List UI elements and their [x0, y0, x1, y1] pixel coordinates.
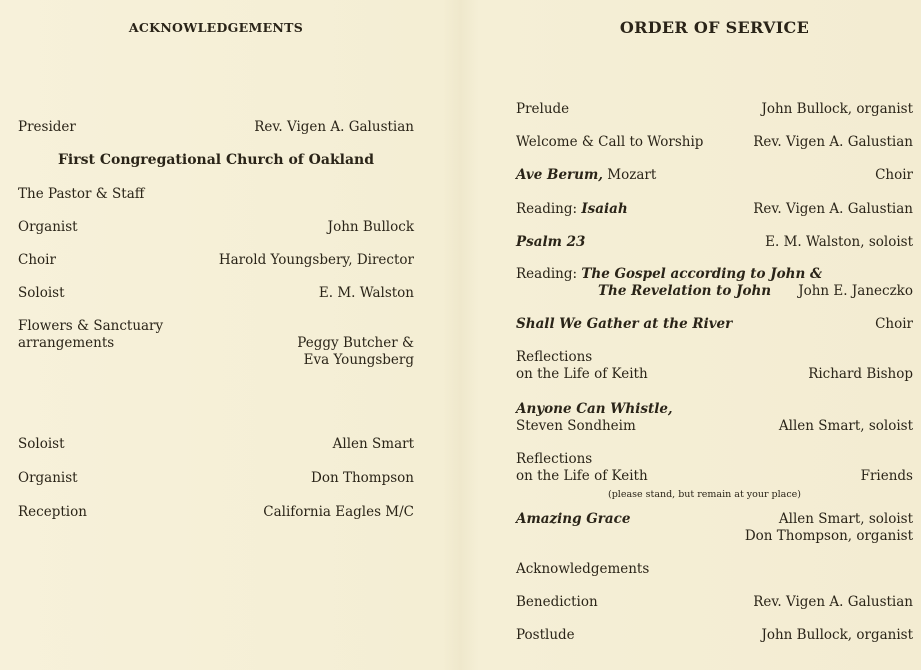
ack-name: California Eagles M/C — [263, 504, 414, 520]
service-item: Reflections — [516, 451, 593, 467]
service-person: John Bullock, organist — [761, 101, 913, 117]
ack-name: Rev. Vigen A. Galustian — [254, 119, 414, 135]
ack-role: The Pastor & Staff — [18, 186, 145, 202]
service-title: Isaiah — [581, 201, 628, 217]
service-person: Rev. Vigen A. Galustian — [753, 201, 913, 217]
service-title: Psalm 23 — [516, 234, 586, 250]
ack-name: Don Thompson — [311, 470, 414, 486]
service-composer: Steven Sondheim — [516, 418, 636, 434]
service-title: The Revelation to John — [598, 283, 772, 299]
service-person: Rev. Vigen A. Galustian — [753, 134, 913, 150]
ack-name: E. M. Walston — [318, 285, 414, 301]
order-of-service-heading: ORDER OF SERVICE — [619, 18, 810, 37]
service-item: on the Life of Keith — [516, 366, 648, 382]
ack-name: Allen Smart — [332, 436, 414, 452]
ack-role: Organist — [18, 219, 78, 235]
ack-name: Eva Youngsberg — [303, 352, 414, 368]
ack-role: Flowers & Sanctuary — [18, 318, 164, 334]
service-item: on the Life of Keith — [516, 468, 648, 484]
service-person: John Bullock, organist — [761, 627, 913, 643]
service-item: Benediction — [516, 594, 598, 610]
ack-name: Harold Youngsbery, Director — [218, 252, 414, 268]
ack-role: Soloist — [18, 436, 65, 452]
church-name: First Congregational Church of Oakland — [57, 152, 375, 168]
service-person: Choir — [875, 316, 913, 332]
service-person: Choir — [875, 167, 913, 183]
service-title: Anyone Can Whistle, — [516, 401, 673, 417]
ack-role: Reception — [18, 504, 87, 520]
service-person: Allen Smart, soloist — [778, 511, 913, 527]
service-item: Reflections — [516, 349, 593, 365]
service-item: Postlude — [516, 627, 575, 643]
service-person: Allen Smart, soloist — [778, 418, 913, 434]
service-person: John E. Janeczko — [798, 283, 913, 299]
service-item: Reading: — [516, 266, 582, 282]
ack-role: arrangements — [18, 335, 115, 351]
service-person: E. M. Walston, soloist — [765, 234, 913, 250]
acknowledgements-panel — [18, 0, 414, 670]
ack-role: Presider — [18, 119, 76, 135]
ack-role: Soloist — [18, 285, 65, 301]
service-item: Reading: — [516, 201, 582, 217]
service-title: Amazing Grace — [516, 511, 631, 527]
ack-role: Choir — [18, 252, 56, 268]
service-title: Ave Berum, — [516, 167, 603, 183]
service-person: Don Thompson, organist — [744, 528, 913, 544]
order-of-service-panel — [516, 0, 913, 670]
service-note: (please stand, but remain at your place) — [608, 489, 801, 500]
service-item: Welcome & Call to Worship — [516, 134, 704, 150]
service-title: The Gospel according to John & — [581, 266, 823, 282]
service-person: Richard Bishop — [808, 366, 913, 382]
acknowledgements-heading: ACKNOWLEDGEMENTS — [128, 20, 304, 35]
service-person: Rev. Vigen A. Galustian — [753, 594, 913, 610]
service-title: Shall We Gather at the River — [516, 316, 733, 332]
service-composer: Mozart — [602, 167, 657, 183]
service-item: Prelude — [516, 101, 570, 117]
service-person: Friends — [860, 468, 913, 484]
ack-role: Organist — [18, 470, 78, 486]
service-item: Acknowledgements — [516, 561, 650, 577]
ack-name: Peggy Butcher & — [297, 335, 414, 351]
ack-name: John Bullock — [327, 219, 414, 235]
